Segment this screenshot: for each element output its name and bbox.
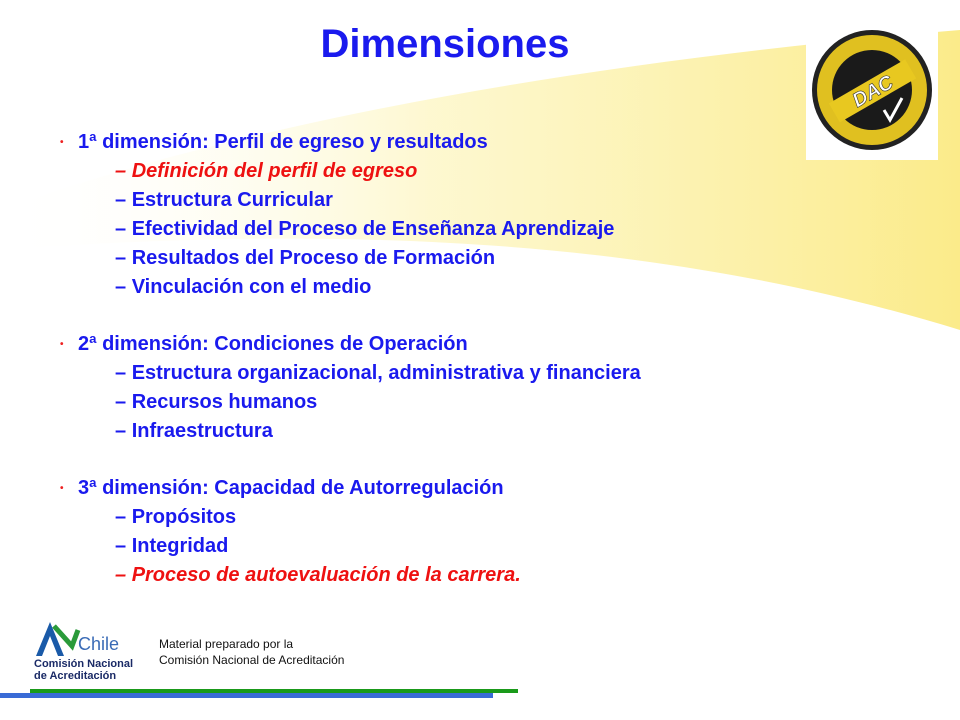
footer-note-line-2: Comisión Nacional de Acreditación xyxy=(159,653,345,667)
dac-logo-text: DAC xyxy=(848,71,898,113)
dimension-2-heading xyxy=(60,330,860,359)
dimension-2-item-1: – Estructura organizacional, administrativa y financiera xyxy=(115,362,641,384)
slide-content xyxy=(60,128,860,590)
dimension-1-item-5: – Vinculación con el medio xyxy=(115,276,372,298)
dimension-1-item-1: – Definición del perfil de egreso xyxy=(115,160,418,182)
dimension-2-item-2: – Recursos humanos xyxy=(115,391,318,413)
dimension-heading-text: 1ª dimensión: Perfil de egreso y resultados xyxy=(78,131,488,153)
dimension-1-item-4: – Resultados del Proceso de Formación xyxy=(115,247,496,269)
footer-note-line-1: Material preparado por la xyxy=(159,637,294,651)
slide-title: Dimensiones xyxy=(320,22,570,66)
dimension-3-item-3: – Proceso de autoevaluación de la carrera. xyxy=(115,564,521,586)
cna-logo-brand: Chile xyxy=(78,634,120,654)
dimension-1-heading xyxy=(60,128,860,157)
footer-bar-blue xyxy=(0,693,493,698)
dimension-1-item-2: – Estructura Curricular xyxy=(115,189,333,211)
footer-note xyxy=(159,636,344,668)
dimension-heading-text: 2ª dimensión: Condiciones de Operación xyxy=(78,333,468,355)
bullet-icon: • xyxy=(60,483,64,494)
dimension-heading-text: 3ª dimensión: Capacidad de Autorregulación xyxy=(78,477,504,499)
dimension-1-item-3: – Efectividad del Proceso de Enseñanza Aprendizaje xyxy=(115,218,615,240)
dimension-3-item-1: – Propósitos xyxy=(115,506,237,528)
dimension-3-heading xyxy=(60,474,860,503)
dimension-2-item-3: – Infraestructura xyxy=(115,420,273,442)
dimension-3-item-2: – Integridad xyxy=(115,535,229,557)
cna-logo-name: Comisión Nacional de Acreditación xyxy=(34,658,134,682)
bullet-icon: • xyxy=(60,137,64,148)
bullet-icon: • xyxy=(60,339,64,350)
